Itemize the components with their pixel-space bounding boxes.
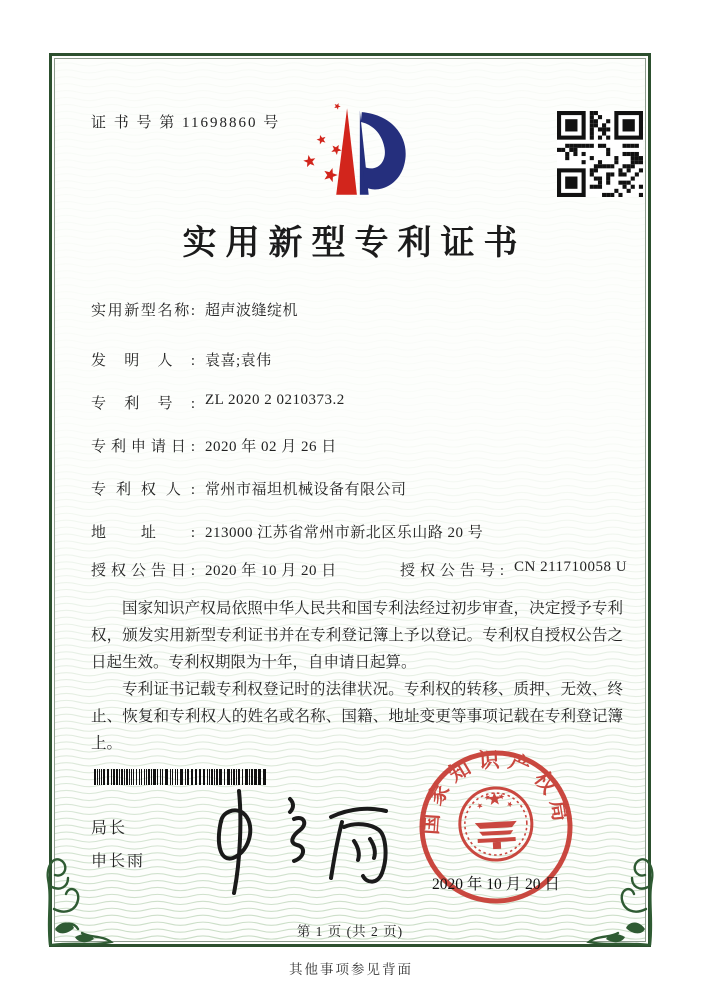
logo-blue-bowl xyxy=(361,112,406,189)
field-inventor xyxy=(91,349,639,371)
field-name xyxy=(91,299,639,321)
legal-text xyxy=(91,595,623,757)
field-grant-row xyxy=(91,559,639,581)
field-label: 授权公告日: xyxy=(91,563,195,579)
seal-text: 国家知识产权局 xyxy=(418,747,575,836)
footer-note: 其他事项参见背面 xyxy=(289,962,413,977)
commissioner-name: 申长雨 xyxy=(91,853,146,870)
logo-red-triangle xyxy=(336,108,357,195)
commissioner-signature xyxy=(193,781,408,906)
qr-code xyxy=(557,111,643,197)
field-value: 袁喜;袁伟 xyxy=(205,353,272,369)
field-label: 实用新型名称: xyxy=(91,303,195,319)
field-value: 213000 江苏省常州市新北区乐山路 20 号 xyxy=(205,525,484,541)
national-emblem-icon xyxy=(458,786,534,862)
certificate-frame xyxy=(49,53,651,947)
field-patentee xyxy=(91,478,639,500)
field-label: 授权公告号: xyxy=(400,563,504,579)
field-address xyxy=(91,521,639,543)
field-value: ZL 2020 2 0210373.2 xyxy=(205,392,345,408)
page-number: 第 1 页 (共 2 页) xyxy=(296,924,404,939)
corner-flourish-left-icon xyxy=(45,847,117,949)
field-label: 发明人: xyxy=(91,353,195,369)
cnipa-logo-icon xyxy=(291,99,409,205)
field-label: 专利号: xyxy=(91,396,195,412)
field-label: 地址: xyxy=(91,525,195,541)
field-grant-number xyxy=(400,559,627,580)
commissioner-title: 局长 xyxy=(91,820,128,837)
legal-paragraph-1: 国家知识产权局依照中华人民共和国专利法经过初步审查，决定授予专利权，颁发实用新型专利证书并在专利登记簿上予以登记。专利权自授权公告之日起生效。专利权期限为十年，自申请日起算。 xyxy=(91,600,623,671)
certificate-title: 实用新型专利证书 xyxy=(182,225,527,262)
field-filing-date xyxy=(91,435,639,457)
field-value: 常州市福坦机械设备有限公司 xyxy=(205,482,407,498)
field-label: 专利权人: xyxy=(91,482,195,498)
certificate-number: 证 书 号 第 11698860 号 xyxy=(91,115,281,131)
field-value: CN 211710058 U xyxy=(514,559,628,575)
seal-date: 2020 年 10 月 20 日 xyxy=(432,876,560,893)
certificate-frame-inner xyxy=(54,58,646,942)
field-label: 专利申请日: xyxy=(91,439,195,455)
field-grant-date xyxy=(91,563,337,579)
field-value: 2020 年 02 月 26 日 xyxy=(205,439,337,455)
field-value: 超声波缝绽机 xyxy=(205,303,299,319)
corner-flourish-right-icon xyxy=(583,847,655,949)
field-value: 2020 年 10 月 20 日 xyxy=(205,563,337,579)
field-patent-number xyxy=(91,392,639,414)
legal-paragraph-2: 专利证书记载专利权登记时的法律状况。专利权的转移、质押、无效、终止、恢复和专利权人的姓名或名称、国籍、地址变更等事项记载在专利登记簿上。 xyxy=(91,681,623,752)
